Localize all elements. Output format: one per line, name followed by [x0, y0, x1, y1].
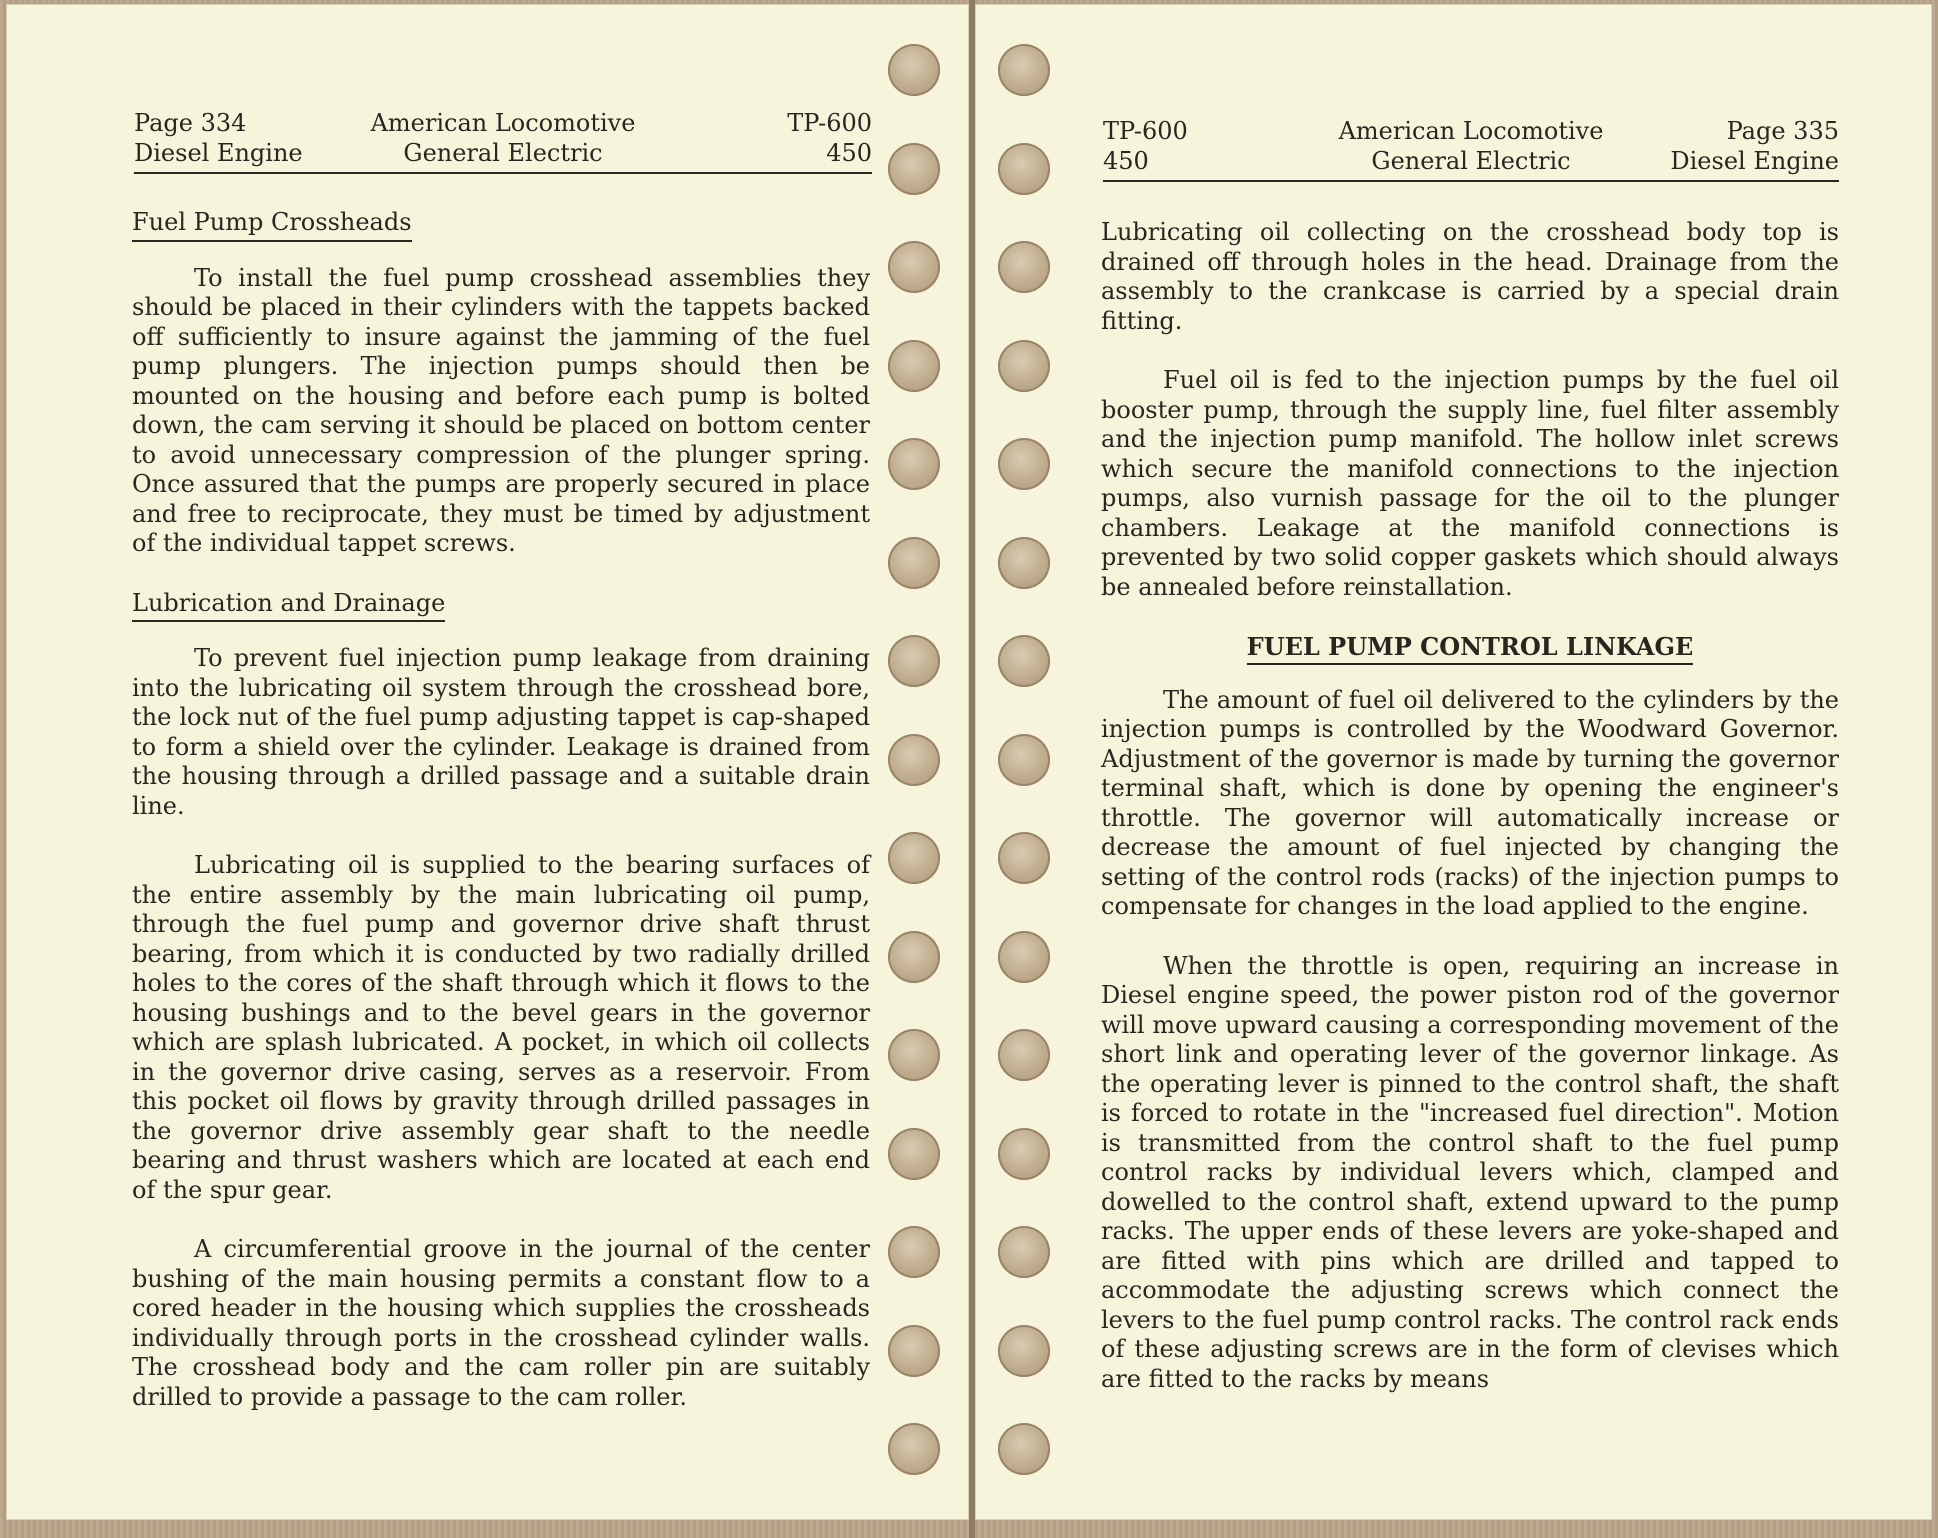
- paragraph: Lubricating oil is supplied to the bearing surfaces of the entire assembly by the main lubricating oil pump, through the fuel pump and governor drive shaft thrust bearing, from which it is conducted by two radially drilled holes to the cores of the shaft through which it flows to the housing bushings and to the bevel gears in the governor which are splash lubricated. A pocket, in which oil collects in the governor drive casing, serves as a reservoir. From this pocket oil flows by gravity through drilled passages in the governor drive assembly gear shaft to the needle bearing and thrust washers which are located at each end of the spur gear.: [132, 851, 870, 1204]
- model-number: 450: [1103, 147, 1149, 175]
- binder-hole: [998, 832, 1050, 884]
- paragraph: To install the fuel pump crosshead assemblies they should be placed in their cylinders with the tappets backed off sufficiently to insure against the jamming of the fuel pump plungers. The injection pumps should then be mounted on the housing and before each pump is bolted down, the cam serving it should be placed on bottom center to avoid unnecessary compression of the plunger spring. Once assured that the pumps are properly secured in place and free to reciprocate, they must be timed by adjustment of the individual tappet screws.: [132, 263, 870, 557]
- left-page-header: [134, 108, 872, 174]
- page-number: Page 334: [134, 109, 247, 137]
- paragraph: A circumferential groove in the journal of the center bushing of the main housing permits a constant flow to a cored header in the housing which supplies the crossheads individually through ports in the crosshead cylinder walls. The crosshead body and the cam roller pin are suitably drilled to provide a passage to the cam roller.: [132, 1235, 870, 1411]
- paragraph: Fuel oil is fed to the injection pumps by the fuel oil booster pump, through the supply line, fuel filter assembly and the injection pump manifold. The hollow inlet screws which secure the manifold connections to the injection pumps, also vurnish passage for the oil to the plunger chambers. Leakage at the manifold connections is prevented by two solid copper gaskets which should always be annealed before reinstallation.: [1101, 366, 1839, 601]
- binder-hole: [998, 734, 1050, 786]
- binder-hole: [888, 734, 940, 786]
- binder-hole: [998, 931, 1050, 983]
- left-page: [6, 4, 969, 1520]
- paragraph: Lubricating oil collecting on the crosshead body top is drained off through holes in the head. Drainage from the assembly to the crankcase is carried by a special drain fitting.: [1101, 218, 1839, 335]
- binder-hole: [888, 931, 940, 983]
- paragraph: When the throttle is open, requiring an increase in Diesel engine speed, the power piston rod of the governor will move upward causing a corresponding movement of the short link and operating lever of the governor linkage. As the operating lever is pinned to the control shaft, the shaft is forced to rotate in the "increased fuel direction". Motion is transmitted from the control shaft to the fuel pump control racks by individual levers which, clamped and dowelled to the control shaft, extend upward to the pump racks. The upper ends of these levers are yoke-shaped and are fitted with pins which are drilled and tapped to accommodate the adjusting screws which connect the levers to the fuel pump control racks. The control rack ends of these adjusting screws are in the form of clevises which are fitted to the racks by means: [1101, 951, 1839, 1393]
- model-code: TP-600: [787, 109, 872, 137]
- binder-hole: [998, 1325, 1050, 1377]
- paragraph: The amount of fuel oil delivered to the cylinders by the injection pumps is controlled by the Woodward Governor. Adjustment of the governor is made by turning the governor terminal shaft, which is done by opening the engineer's throttle. The governor will automatically increase or decrease the amount of fuel injected by changing the setting of the control rods (racks) of the injection pumps to compensate for changes in the load applied to the engine.: [1101, 685, 1839, 920]
- company-line-2: General Electric: [403, 139, 603, 167]
- binder-hole: [888, 832, 940, 884]
- section-heading-lubrication-drainage: Lubrication and Drainage: [132, 589, 445, 623]
- binder-hole: [888, 438, 940, 490]
- right-page: [975, 4, 1932, 1520]
- binder-hole: [888, 1423, 940, 1475]
- paragraph: To prevent fuel injection pump leakage from draining into the lubricating oil system through the crosshead bore, the lock nut of the fuel pump adjusting tappet is cap-shaped to form a shield over the cylinder. Leakage is drained from the housing through a drilled passage and a suitable drain line.: [132, 644, 870, 820]
- company-line-1: American Locomotive: [370, 109, 636, 137]
- binder-holes-right: [998, 0, 1058, 1538]
- binder-hole: [888, 537, 940, 589]
- binder-hole: [998, 143, 1050, 195]
- binder-hole: [888, 1325, 940, 1377]
- binder-hole: [998, 438, 1050, 490]
- subject-label: Diesel Engine: [1670, 147, 1839, 175]
- binder-hole: [998, 44, 1050, 96]
- binder-holes-left: [888, 0, 948, 1538]
- binder-hole: [998, 1226, 1050, 1278]
- binder-hole: [888, 1029, 940, 1081]
- left-page-body: [132, 208, 870, 1442]
- binder-hole: [888, 241, 940, 293]
- section-heading-fuel-pump-control-linkage: [1101, 632, 1839, 662]
- section-heading-text: FUEL PUMP CONTROL LINKAGE: [1247, 632, 1694, 665]
- binder-hole: [998, 635, 1050, 687]
- binder-hole: [998, 1128, 1050, 1180]
- company-line-1: American Locomotive: [1338, 117, 1604, 145]
- right-page-header: [1103, 116, 1839, 182]
- binder-hole: [998, 1423, 1050, 1475]
- binder-hole: [888, 143, 940, 195]
- binder-hole: [888, 1226, 940, 1278]
- binder-hole: [888, 44, 940, 96]
- section-heading-fuel-pump-crossheads: Fuel Pump Crossheads: [132, 208, 412, 242]
- model-number: 450: [826, 139, 872, 167]
- binder-hole: [888, 1128, 940, 1180]
- binder-hole: [998, 241, 1050, 293]
- right-page-body: [1101, 218, 1839, 1394]
- model-code: TP-600: [1103, 117, 1188, 145]
- company-line-2: General Electric: [1371, 147, 1571, 175]
- binder-hole: [998, 340, 1050, 392]
- page-number: Page 335: [1726, 117, 1839, 145]
- subject-label: Diesel Engine: [134, 139, 303, 167]
- binder-hole: [888, 340, 940, 392]
- binder-hole: [888, 635, 940, 687]
- binder-hole: [998, 537, 1050, 589]
- binder-hole: [998, 1029, 1050, 1081]
